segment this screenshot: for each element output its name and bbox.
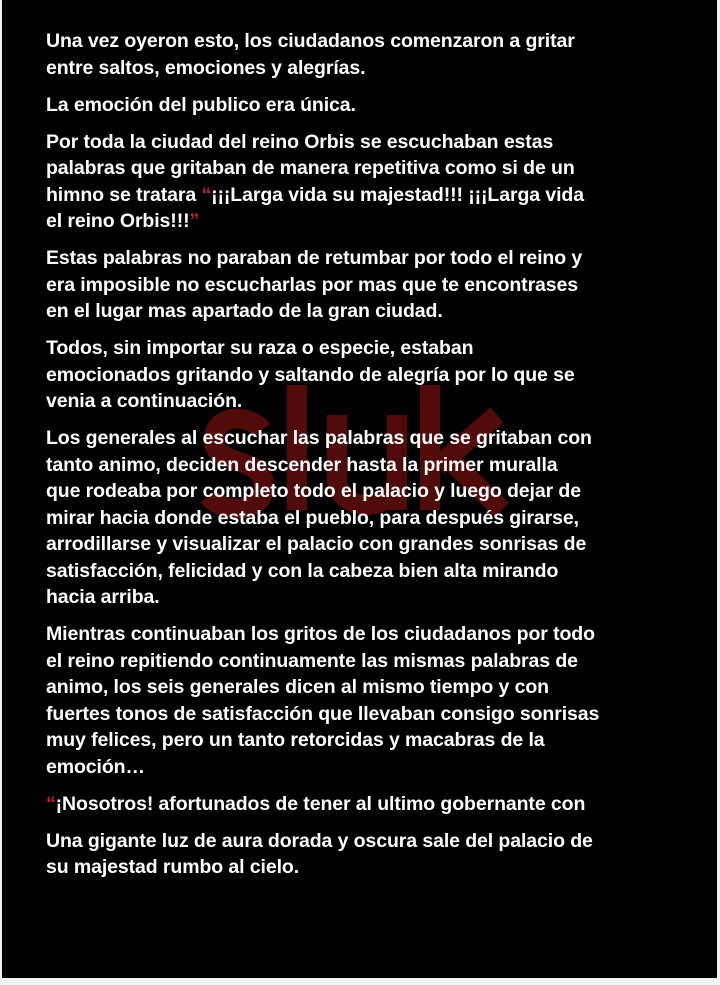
text-line	[46, 388, 706, 415]
text-line	[46, 155, 706, 182]
text-line	[46, 754, 706, 781]
page-background	[2, 0, 717, 978]
text-line	[46, 505, 706, 532]
paragraph	[46, 335, 706, 415]
text-line	[46, 28, 706, 55]
paragraph	[46, 28, 706, 81]
quote-mark: “	[46, 792, 56, 815]
text-segment: tanto animo, deciden descender hasta la primer muralla	[46, 453, 558, 476]
text-segment: fuertes tonos de satisfacción que llevaban consigo sonrisas	[46, 702, 600, 725]
text-segment: animo, los seis generales dicen al mismo tiempo y con	[46, 676, 549, 698]
text-line	[46, 854, 706, 881]
text-line	[46, 701, 706, 728]
text-line	[46, 648, 706, 675]
quote-mark: ”	[189, 210, 200, 232]
text-segment: entre saltos, emociones y alegrías.	[46, 56, 366, 79]
text-segment: Una vez oyeron esto, los ciudadanos comenzaron a gritar	[46, 30, 575, 52]
paragraph	[46, 425, 706, 611]
text-line	[46, 621, 706, 648]
paragraph	[46, 245, 706, 325]
text-segment: Todos, sin importar su raza o especie, estaban	[46, 337, 474, 359]
text-segment: ¡Nosotros! afortunados de tener al ultimo gobernante con	[55, 792, 586, 815]
text-segment: Por toda la ciudad del reino Orbis se escuchaban estas	[46, 130, 554, 153]
text-line	[46, 452, 706, 479]
text-line	[46, 828, 706, 855]
text-segment: emoción…	[46, 755, 145, 778]
text-segment: que rodeaba por completo todo el palacio y luego dejar de	[46, 480, 581, 502]
quote-mark: “	[201, 183, 212, 206]
text-line	[46, 208, 706, 235]
text-segment: palabras que gritaban de manera repetitiva como si de un	[46, 157, 575, 179]
text-line	[46, 584, 706, 611]
text-segment: ¡¡¡Larga vida su majestad!!! ¡¡¡Larga vida	[211, 183, 584, 206]
text-segment: en el lugar mas apartado de la gran ciudad.	[46, 300, 443, 322]
text-line	[46, 558, 706, 585]
paragraph	[46, 621, 706, 780]
paragraph	[46, 791, 706, 818]
text-segment: Una gigante luz de aura dorada y oscura sale del palacio de	[46, 829, 593, 852]
text-segment: hacia arriba.	[46, 586, 160, 608]
text-line	[46, 531, 706, 558]
text-segment: Mientras continuaban los gritos de los ciudadanos por todo	[46, 623, 595, 645]
text-segment: Los generales al escuchar las palabras que se gritaban con	[46, 427, 592, 449]
text-segment: era imposible no escucharlas por mas que te encontrases	[46, 273, 579, 296]
paragraph	[46, 129, 706, 235]
text-line	[46, 92, 706, 119]
text-segment: himno se tratara	[46, 183, 202, 206]
text-segment: arrodillarse y visualizar el palacio con grandes sonrisas de	[46, 533, 587, 555]
text-line	[46, 335, 706, 362]
paragraph	[46, 828, 706, 881]
text-segment: La emoción del publico era única.	[46, 93, 356, 116]
text-line	[46, 298, 706, 325]
text-line	[46, 674, 706, 701]
text-line	[46, 55, 706, 82]
text-line	[46, 425, 706, 452]
text-segment: Estas palabras no paraban de retumbar por todo el reino y	[46, 247, 583, 269]
text-segment: muy felices, pero un tanto retorcidas y macabras de la	[46, 729, 545, 751]
text-line	[46, 362, 706, 389]
paragraph	[46, 92, 706, 119]
text-line	[46, 791, 706, 818]
text-line	[46, 245, 706, 272]
text-line	[46, 272, 706, 299]
text-segment: satisfacción, felicidad y con la cabeza bien alta mirando	[46, 559, 559, 582]
text-segment: el reino repitiendo continuamente las mismas palabras de	[46, 649, 578, 672]
text-segment: su majestad rumbo al cielo.	[46, 856, 300, 878]
text-line	[46, 478, 706, 505]
text-segment: venia a continuación.	[46, 390, 243, 412]
text-line	[46, 182, 706, 209]
text-segment: el reino Orbis!!!	[46, 210, 190, 232]
text-line	[46, 727, 706, 754]
text-segment: mirar hacia donde estaba el pueblo, para después girarse,	[46, 506, 579, 529]
text-segment: emocionados gritando y saltando de alegría por lo que se	[46, 363, 575, 386]
text-line	[46, 129, 706, 156]
story-text	[46, 28, 706, 891]
